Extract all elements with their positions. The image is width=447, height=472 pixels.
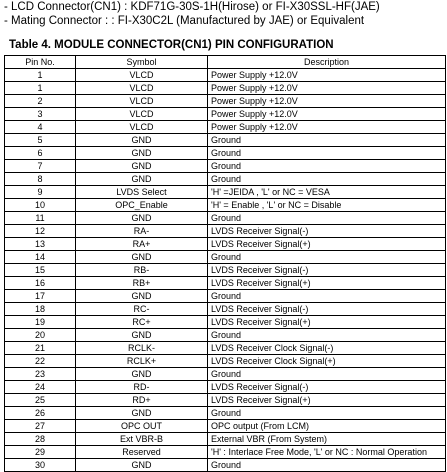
pin-cell: 6 (5, 147, 76, 160)
pin-cell: 26 (5, 407, 76, 420)
table-row (5, 225, 446, 238)
table-row (5, 264, 446, 277)
description-cell: LVDS Receiver Signal(-) (208, 303, 446, 316)
table-row (5, 186, 446, 199)
description-cell: Ground (208, 147, 446, 160)
table-row (5, 121, 446, 134)
description-cell: OPC output (From LCM) (208, 420, 446, 433)
pin-cell: 20 (5, 329, 76, 342)
description-cell: 'H' =JEIDA , 'L' or NC = VESA (208, 186, 446, 199)
description-cell: LVDS Receiver Signal(+) (208, 394, 446, 407)
table-title: Table 4. MODULE CONNECTOR(CN1) PIN CONFIGURATION (9, 39, 334, 51)
symbol-cell: VLCD (76, 69, 208, 82)
pin-cell: 29 (5, 446, 76, 459)
symbol-cell: VLCD (76, 108, 208, 121)
symbol-cell: RCLK- (76, 342, 208, 355)
pin-cell: 1 (5, 82, 76, 95)
pin-cell: 24 (5, 381, 76, 394)
description-cell: External VBR (From System) (208, 433, 446, 446)
mating-connector-note: - Mating Connector : : FI-X30C2L (Manufactured by JAE) or Equivalent (4, 15, 365, 27)
pin-cell: 10 (5, 199, 76, 212)
description-cell: Ground (208, 368, 446, 381)
table-row (5, 277, 446, 290)
description-cell: 'H' : Interlace Free Mode, 'L' or NC : Normal Operation (208, 446, 446, 459)
description-cell: Power Supply +12.0V (208, 82, 446, 95)
description-cell: LVDS Receiver Signal(-) (208, 264, 446, 277)
pin-cell: 7 (5, 160, 76, 173)
symbol-cell: GND (76, 134, 208, 147)
description-cell: Ground (208, 212, 446, 225)
symbol-cell: RD+ (76, 394, 208, 407)
description-cell: LVDS Receiver Signal(-) (208, 381, 446, 394)
table-row (5, 355, 446, 368)
symbol-cell: OPC OUT (76, 420, 208, 433)
symbol-cell: GND (76, 329, 208, 342)
table-row (5, 342, 446, 355)
table-row (5, 160, 446, 173)
description-cell: Power Supply +12.0V (208, 95, 446, 108)
table-row (5, 368, 446, 381)
description-cell: Ground (208, 329, 446, 342)
table-row (5, 433, 446, 446)
description-cell: LVDS Receiver Clock Signal(-) (208, 342, 446, 355)
symbol-cell: RA- (76, 225, 208, 238)
table-row (5, 212, 446, 225)
pin-cell: 3 (5, 108, 76, 121)
symbol-cell: RB- (76, 264, 208, 277)
pin-cell: 18 (5, 303, 76, 316)
pin-no-header: Pin No. (5, 56, 76, 69)
description-header: Description (208, 56, 446, 69)
lcd-connector-note: - LCD Connector(CN1) : KDF71G-30S-1H(Hirose) or FI-X30SSL-HF(JAE) (4, 1, 380, 13)
table-row (5, 394, 446, 407)
table-row (5, 147, 446, 160)
description-cell: Power Supply +12.0V (208, 69, 446, 82)
description-cell: Ground (208, 290, 446, 303)
pin-cell: 11 (5, 212, 76, 225)
pin-cell: 25 (5, 394, 76, 407)
table-body (5, 69, 446, 472)
description-cell: Ground (208, 173, 446, 186)
table-row (5, 381, 446, 394)
description-cell: Ground (208, 407, 446, 420)
description-cell: LVDS Receiver Signal(+) (208, 316, 446, 329)
symbol-cell: GND (76, 212, 208, 225)
pin-cell: 8 (5, 173, 76, 186)
symbol-cell: OPC_Enable (76, 199, 208, 212)
pin-cell: 5 (5, 134, 76, 147)
table-row (5, 82, 446, 95)
symbol-cell: RB+ (76, 277, 208, 290)
symbol-cell: GND (76, 147, 208, 160)
description-cell: LVDS Receiver Signal(+) (208, 238, 446, 251)
symbol-cell: GND (76, 459, 208, 472)
table-row (5, 420, 446, 433)
table-row (5, 173, 446, 186)
table-row (5, 329, 446, 342)
description-cell: LVDS Receiver Signal(-) (208, 225, 446, 238)
symbol-cell: GND (76, 251, 208, 264)
symbol-cell: RCLK+ (76, 355, 208, 368)
table-row (5, 459, 446, 472)
symbol-cell: RD- (76, 381, 208, 394)
pin-cell: 19 (5, 316, 76, 329)
table-row (5, 108, 446, 121)
description-cell: Ground (208, 160, 446, 173)
symbol-cell: Ext VBR-B (76, 433, 208, 446)
pin-cell: 1 (5, 69, 76, 82)
table-header-row (5, 56, 446, 69)
description-cell: Ground (208, 251, 446, 264)
pin-cell: 22 (5, 355, 76, 368)
table-row (5, 238, 446, 251)
description-cell: LVDS Receiver Signal(+) (208, 277, 446, 290)
symbol-cell: GND (76, 160, 208, 173)
pin-cell: 2 (5, 95, 76, 108)
pin-cell: 12 (5, 225, 76, 238)
symbol-cell: VLCD (76, 82, 208, 95)
symbol-cell: VLCD (76, 95, 208, 108)
symbol-header: Symbol (76, 56, 208, 69)
description-cell: Ground (208, 134, 446, 147)
pin-cell: 13 (5, 238, 76, 251)
symbol-cell: RC- (76, 303, 208, 316)
pin-cell: 17 (5, 290, 76, 303)
description-cell: Ground (208, 459, 446, 472)
pin-cell: 9 (5, 186, 76, 199)
symbol-cell: GND (76, 407, 208, 420)
symbol-cell: LVDS Select (76, 186, 208, 199)
pin-cell: 28 (5, 433, 76, 446)
description-cell: LVDS Receiver Clock Signal(+) (208, 355, 446, 368)
pin-cell: 14 (5, 251, 76, 264)
table-row (5, 290, 446, 303)
symbol-cell: RA+ (76, 238, 208, 251)
pin-cell: 21 (5, 342, 76, 355)
table-row (5, 95, 446, 108)
table-row (5, 407, 446, 420)
pin-cell: 30 (5, 459, 76, 472)
symbol-cell: RC+ (76, 316, 208, 329)
symbol-cell: Reserved (76, 446, 208, 459)
table-row (5, 199, 446, 212)
pin-cell: 16 (5, 277, 76, 290)
table-row (5, 303, 446, 316)
table-row (5, 316, 446, 329)
table-row (5, 251, 446, 264)
table-row (5, 134, 446, 147)
table-row (5, 69, 446, 82)
table-row (5, 446, 446, 459)
pin-configuration-table (4, 55, 446, 472)
symbol-cell: GND (76, 290, 208, 303)
description-cell: Power Supply +12.0V (208, 108, 446, 121)
description-cell: 'H' = Enable , 'L' or NC = Disable (208, 199, 446, 212)
symbol-cell: GND (76, 368, 208, 381)
pin-cell: 15 (5, 264, 76, 277)
description-cell: Power Supply +12.0V (208, 121, 446, 134)
pin-cell: 4 (5, 121, 76, 134)
symbol-cell: VLCD (76, 121, 208, 134)
pin-cell: 27 (5, 420, 76, 433)
symbol-cell: GND (76, 173, 208, 186)
pin-cell: 23 (5, 368, 76, 381)
